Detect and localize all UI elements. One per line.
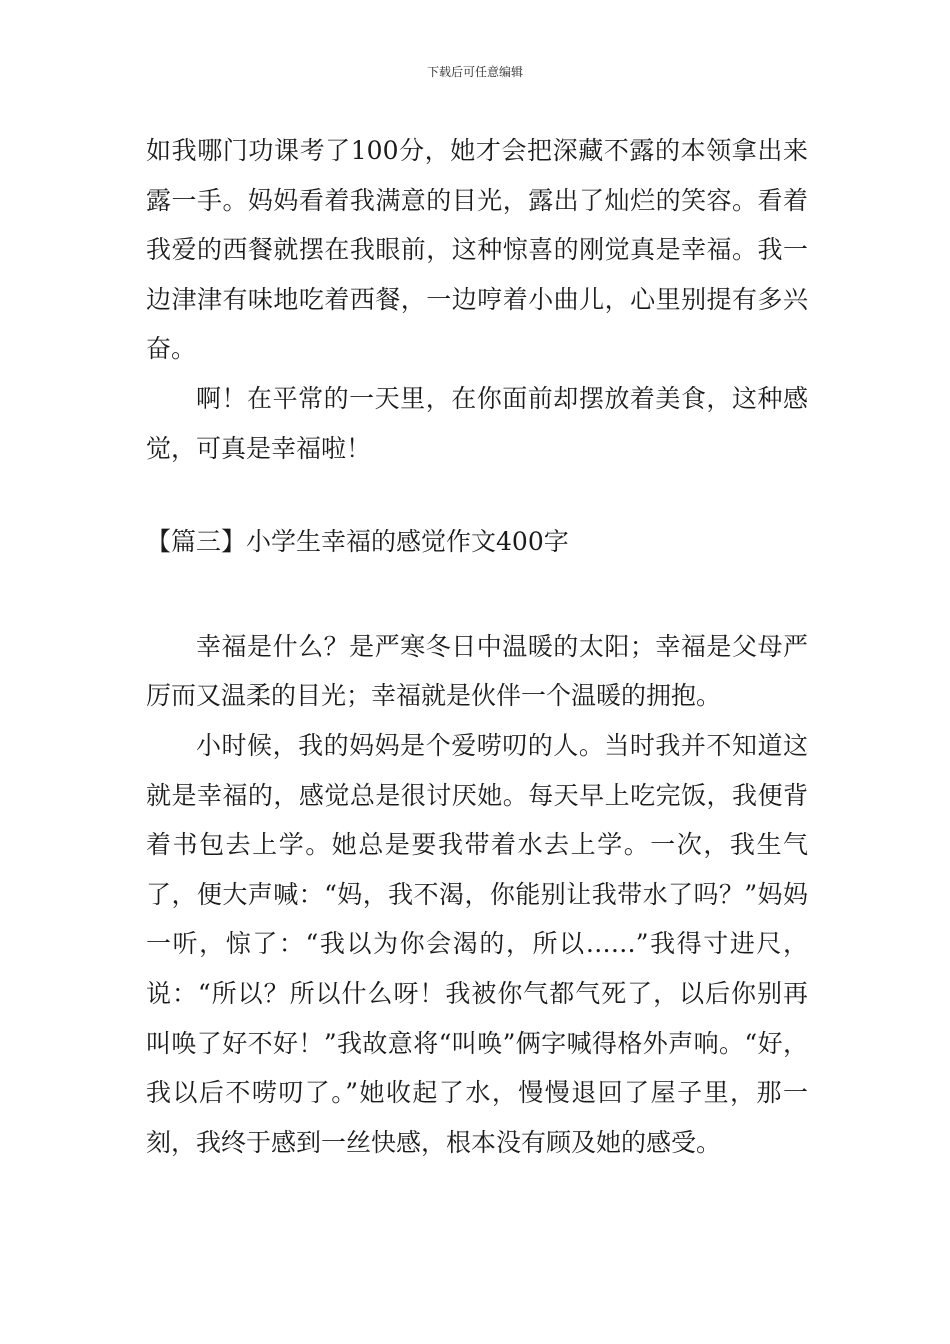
document-body bbox=[146, 126, 808, 1167]
spacer bbox=[146, 473, 808, 517]
paragraph-intro: 幸福是什么？是严寒冬日中温暖的太阳；幸福是父母严厉而又温柔的目光；幸福就是伙伴一个温暖的拥抱。 bbox=[146, 631, 808, 711]
page-header: 下载后可任意编辑 bbox=[426, 65, 523, 79]
spacer bbox=[146, 567, 808, 622]
section-title: 【篇三】小学生幸福的感觉作文400字 bbox=[146, 527, 569, 557]
paragraph-story: 小时候，我的妈妈是个爱唠叨的人。当时我并不知道这就是幸福的，感觉总是很讨厌她。每天早上吃完饭，我便背着书包去上学。她总是要我带着水去上学。一次，我生气了，便大声喊：“妈，我不渴，你能别让我带水了吗？”妈妈一听，惊了：“我以为你会渴的，所以……”我得寸进尺，说：“所以？所以什么呀！我被你气都气死了，以后你别再叫唤了好不好！”我故意将“叫唤”俩字喊得格外声响。“好，我以后不唠叨了。”她收起了水，慢慢退回了屋子里，那一刻，我终于感到一丝快感，根本没有顾及她的感受。 bbox=[146, 730, 808, 1157]
paragraph-continued: 如我哪门功课考了100分，她才会把深藏不露的本领拿出来露一手。妈妈看着我满意的目光，露出了灿烂的笑容。看着我爱的西餐就摆在我眼前，这种惊喜的刚觉真是幸福。我一边津津有味地吃着西餐，一边哼着小曲儿，心里别提有多兴奋。 bbox=[146, 136, 808, 364]
paragraph-conclusion: 啊！在平常的一天里，在你面前却摆放着美食，这种感觉，可真是幸福啦！ bbox=[146, 383, 808, 463]
